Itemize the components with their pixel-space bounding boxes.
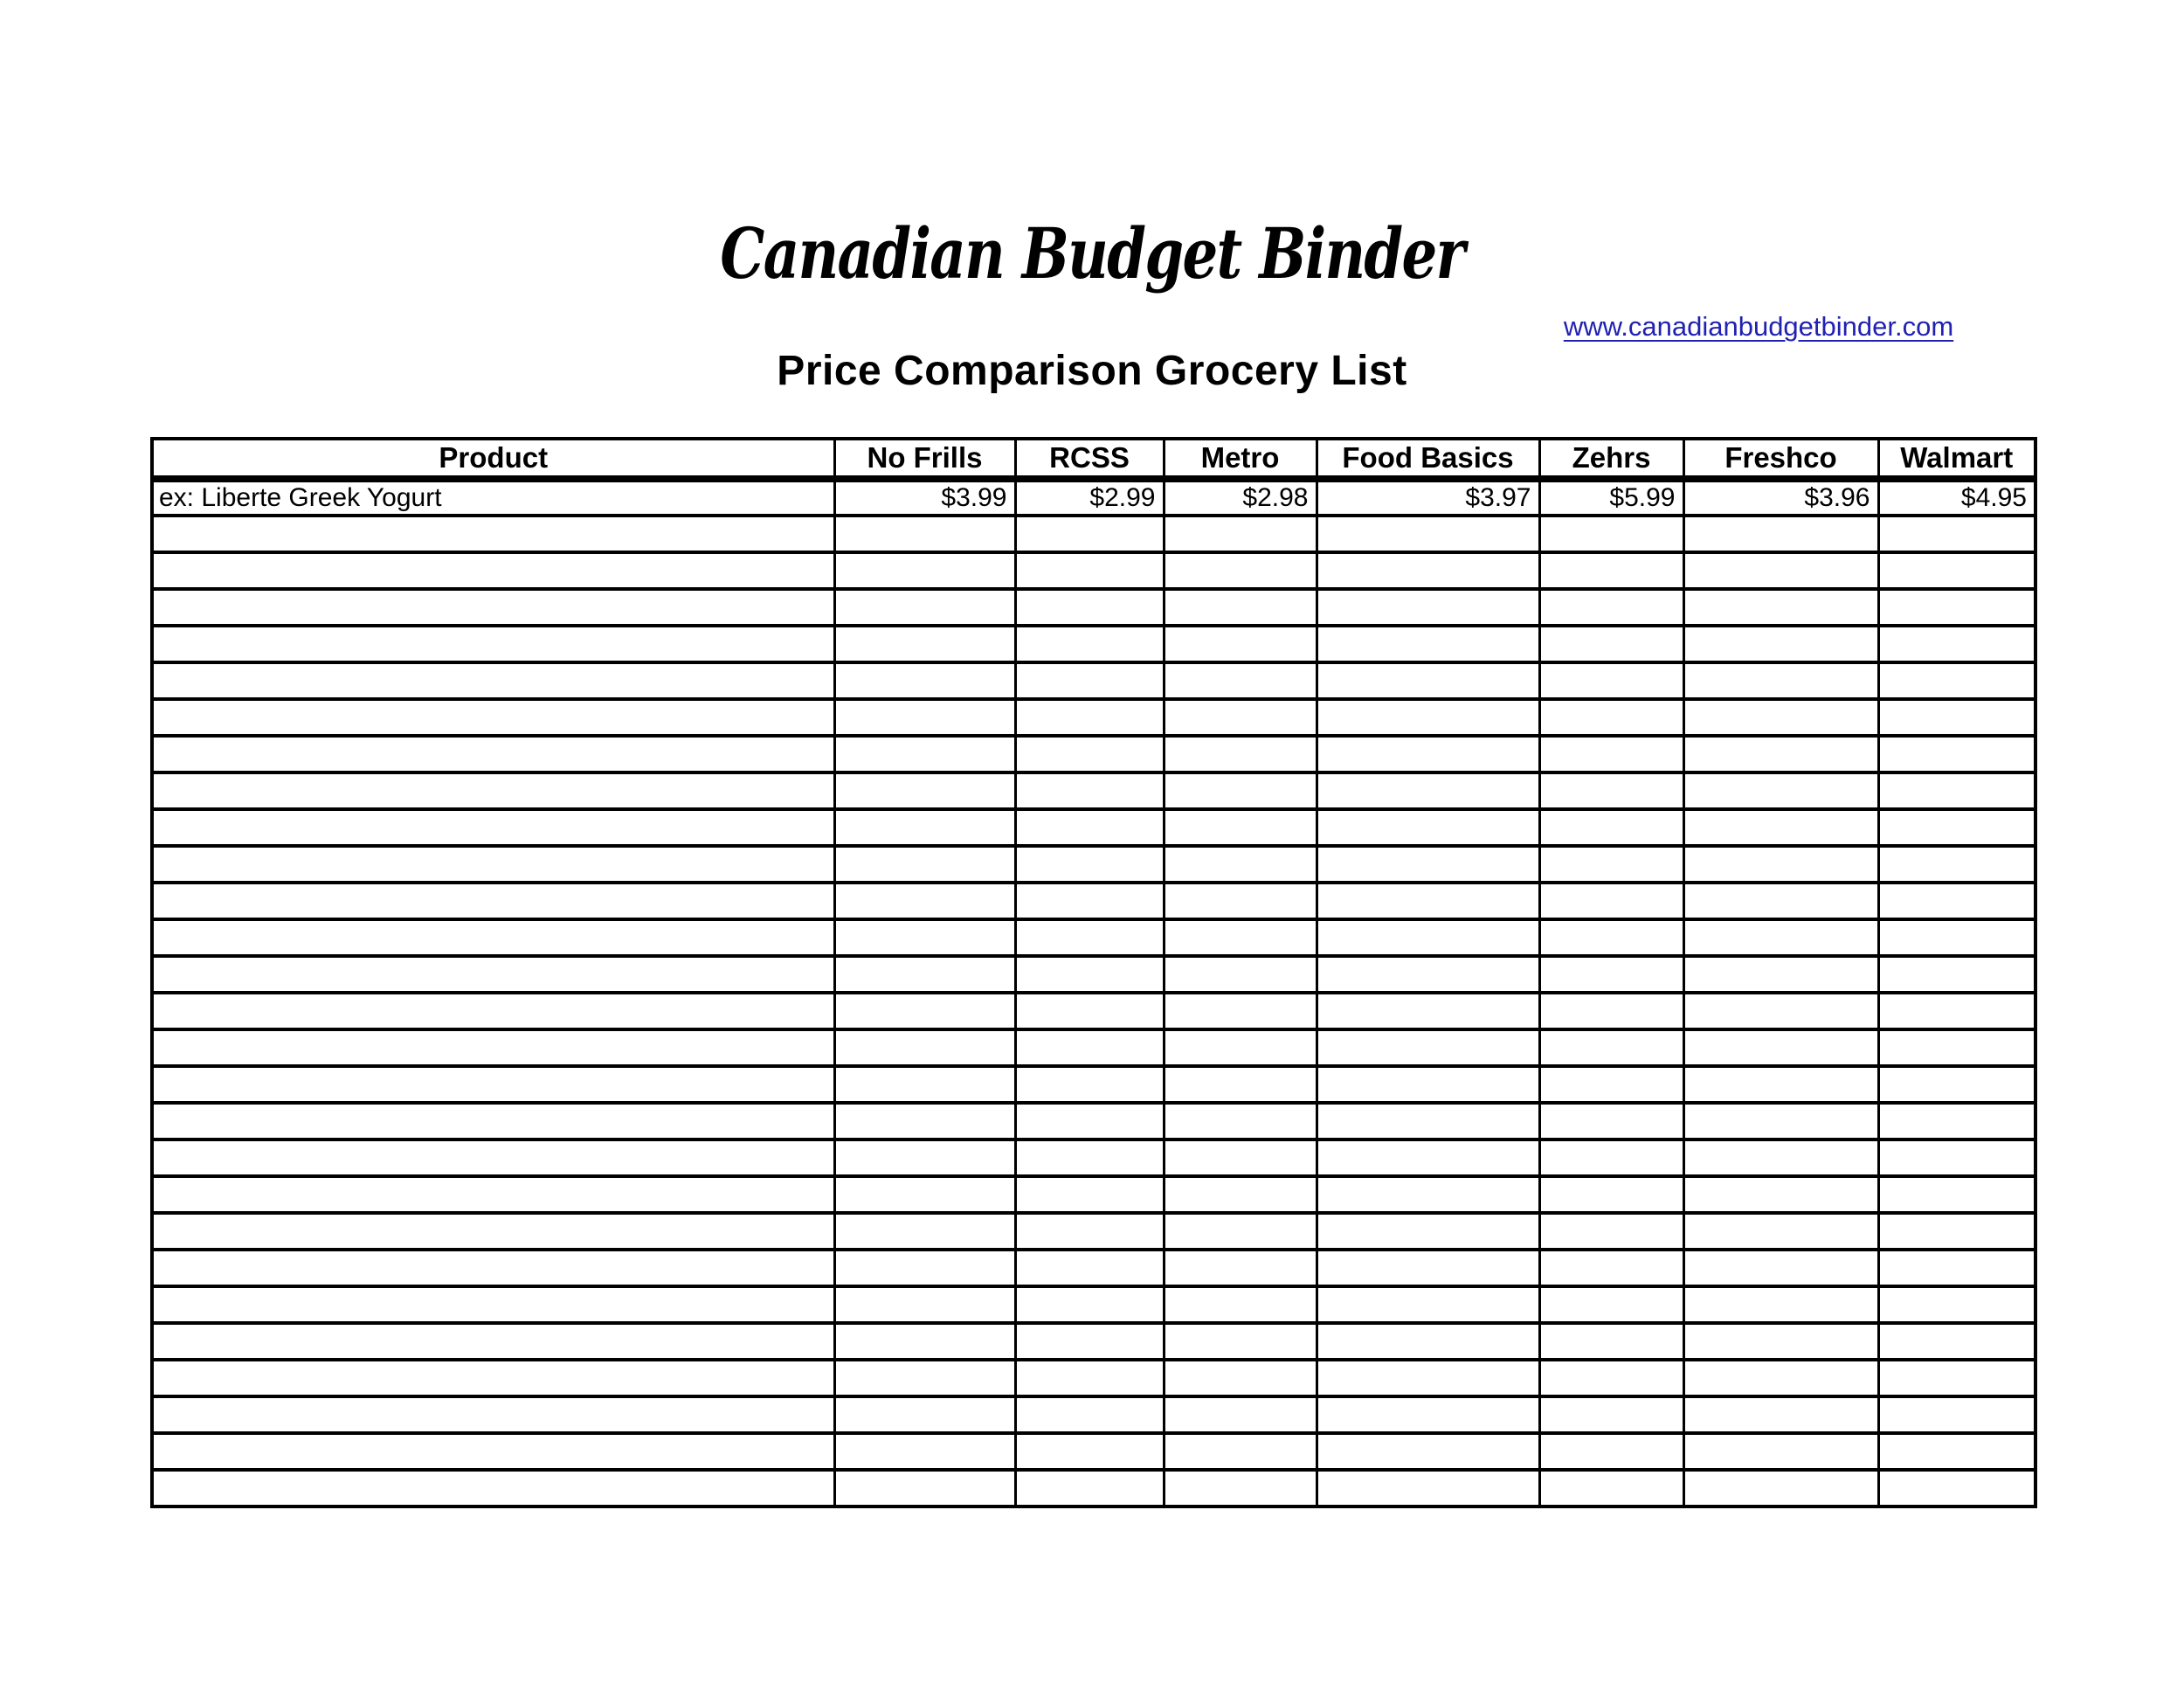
- empty-price-cell: [834, 1176, 1015, 1213]
- empty-price-cell: [1683, 809, 1878, 846]
- empty-price-cell: [1878, 736, 2035, 772]
- empty-product-cell: [152, 736, 834, 772]
- empty-price-cell: [1539, 1250, 1683, 1286]
- empty-price-cell: [1539, 993, 1683, 1029]
- empty-price-cell: [1317, 589, 1539, 626]
- empty-row: [152, 1139, 2035, 1176]
- empty-price-cell: [834, 956, 1015, 993]
- empty-price-cell: [834, 1250, 1015, 1286]
- empty-price-cell: [1317, 1323, 1539, 1360]
- empty-price-cell: [1539, 1176, 1683, 1213]
- empty-row: [152, 1250, 2035, 1286]
- empty-price-cell: [1878, 1286, 2035, 1323]
- empty-row: [152, 809, 2035, 846]
- empty-price-cell: [1878, 1213, 2035, 1250]
- empty-price-cell: [834, 699, 1015, 736]
- empty-price-cell: [1317, 772, 1539, 809]
- empty-price-cell: [834, 1323, 1015, 1360]
- empty-price-cell: [1878, 1323, 2035, 1360]
- empty-price-cell: [1878, 589, 2035, 626]
- empty-row: [152, 1176, 2035, 1213]
- empty-price-cell: [1878, 1029, 2035, 1066]
- empty-row: [152, 662, 2035, 699]
- empty-price-cell: [1317, 1066, 1539, 1103]
- empty-price-cell: [1539, 662, 1683, 699]
- empty-price-cell: [1164, 1360, 1317, 1396]
- empty-price-cell: [1015, 1323, 1164, 1360]
- empty-price-cell: [1683, 1029, 1878, 1066]
- empty-row: [152, 1029, 2035, 1066]
- empty-price-cell: [1317, 1360, 1539, 1396]
- empty-price-cell: [1317, 956, 1539, 993]
- empty-row: [152, 956, 2035, 993]
- empty-row: [152, 1470, 2035, 1507]
- column-header-product: Product: [152, 439, 834, 479]
- empty-row: [152, 1103, 2035, 1139]
- empty-price-cell: [1317, 809, 1539, 846]
- empty-price-cell: [1015, 1360, 1164, 1396]
- example-price-freshco: $3.96: [1683, 479, 1878, 516]
- empty-price-cell: [1539, 736, 1683, 772]
- empty-price-cell: [1539, 516, 1683, 552]
- empty-product-cell: [152, 552, 834, 589]
- empty-price-cell: [1164, 1139, 1317, 1176]
- empty-price-cell: [834, 1360, 1015, 1396]
- empty-price-cell: [1317, 1029, 1539, 1066]
- empty-price-cell: [1015, 1176, 1164, 1213]
- empty-price-cell: [1317, 699, 1539, 736]
- empty-product-cell: [152, 516, 834, 552]
- empty-price-cell: [1539, 1396, 1683, 1433]
- empty-row: [152, 772, 2035, 809]
- empty-price-cell: [1683, 1433, 1878, 1470]
- empty-price-cell: [1015, 1470, 1164, 1507]
- empty-price-cell: [1683, 1250, 1878, 1286]
- empty-price-cell: [1539, 1286, 1683, 1323]
- empty-price-cell: [1878, 956, 2035, 993]
- empty-price-cell: [1317, 626, 1539, 662]
- empty-price-cell: [1317, 516, 1539, 552]
- empty-price-cell: [1164, 699, 1317, 736]
- empty-price-cell: [1164, 1323, 1317, 1360]
- empty-product-cell: [152, 589, 834, 626]
- empty-price-cell: [1164, 1433, 1317, 1470]
- empty-product-cell: [152, 1213, 834, 1250]
- empty-price-cell: [1317, 1139, 1539, 1176]
- empty-row: [152, 1433, 2035, 1470]
- empty-price-cell: [1015, 1396, 1164, 1433]
- empty-price-cell: [1539, 589, 1683, 626]
- empty-product-cell: [152, 1323, 834, 1360]
- empty-row: [152, 699, 2035, 736]
- empty-price-cell: [834, 993, 1015, 1029]
- empty-price-cell: [1317, 883, 1539, 919]
- empty-price-cell: [1539, 956, 1683, 993]
- empty-price-cell: [1317, 919, 1539, 956]
- empty-product-cell: [152, 662, 834, 699]
- example-product-cell: ex: Liberte Greek Yogurt: [152, 479, 834, 516]
- example-price-no-frills: $3.99: [834, 479, 1015, 516]
- empty-row: [152, 516, 2035, 552]
- empty-price-cell: [1683, 662, 1878, 699]
- empty-price-cell: [1539, 809, 1683, 846]
- empty-price-cell: [1015, 1213, 1164, 1250]
- empty-price-cell: [834, 1139, 1015, 1176]
- empty-price-cell: [1317, 1286, 1539, 1323]
- empty-price-cell: [1015, 809, 1164, 846]
- empty-price-cell: [1317, 1433, 1539, 1470]
- empty-row: [152, 1360, 2035, 1396]
- empty-price-cell: [1683, 1139, 1878, 1176]
- empty-product-cell: [152, 772, 834, 809]
- empty-price-cell: [1539, 1470, 1683, 1507]
- empty-price-cell: [1539, 1433, 1683, 1470]
- empty-price-cell: [1317, 662, 1539, 699]
- empty-price-cell: [1539, 699, 1683, 736]
- empty-row: [152, 589, 2035, 626]
- empty-price-cell: [1015, 589, 1164, 626]
- empty-product-cell: [152, 993, 834, 1029]
- empty-price-cell: [834, 1396, 1015, 1433]
- empty-price-cell: [1164, 1029, 1317, 1066]
- empty-row: [152, 626, 2035, 662]
- empty-price-cell: [1015, 626, 1164, 662]
- empty-price-cell: [1878, 1066, 2035, 1103]
- empty-product-cell: [152, 1139, 834, 1176]
- empty-price-cell: [1683, 1286, 1878, 1323]
- brand-title: [0, 210, 2184, 297]
- empty-price-cell: [1878, 1360, 2035, 1396]
- empty-price-cell: [1164, 626, 1317, 662]
- empty-price-cell: [1683, 626, 1878, 662]
- empty-price-cell: [1164, 1286, 1317, 1323]
- empty-price-cell: [1539, 883, 1683, 919]
- example-row: [152, 479, 2035, 516]
- example-price-zehrs: $5.99: [1539, 479, 1683, 516]
- empty-price-cell: [834, 809, 1015, 846]
- empty-product-cell: [152, 1250, 834, 1286]
- empty-price-cell: [1317, 1250, 1539, 1286]
- empty-price-cell: [1683, 552, 1878, 589]
- empty-price-cell: [834, 919, 1015, 956]
- empty-price-cell: [1164, 1470, 1317, 1507]
- column-header-zehrs: Zehrs: [1539, 439, 1683, 479]
- empty-price-cell: [1683, 772, 1878, 809]
- empty-price-cell: [1317, 846, 1539, 883]
- empty-price-cell: [1015, 772, 1164, 809]
- empty-price-cell: [1164, 552, 1317, 589]
- empty-price-cell: [1164, 809, 1317, 846]
- empty-price-cell: [1539, 1066, 1683, 1103]
- empty-product-cell: [152, 1029, 834, 1066]
- column-header-walmart: Walmart: [1878, 439, 2035, 479]
- empty-price-cell: [1317, 1103, 1539, 1139]
- column-header-no-frills: No Frills: [834, 439, 1015, 479]
- empty-price-cell: [1164, 1213, 1317, 1250]
- empty-price-cell: [1539, 626, 1683, 662]
- empty-price-cell: [1878, 772, 2035, 809]
- empty-row: [152, 1396, 2035, 1433]
- empty-product-cell: [152, 1470, 834, 1507]
- empty-price-cell: [1539, 1103, 1683, 1139]
- empty-price-cell: [1317, 1470, 1539, 1507]
- empty-price-cell: [1539, 919, 1683, 956]
- empty-product-cell: [152, 956, 834, 993]
- empty-price-cell: [1683, 589, 1878, 626]
- empty-price-cell: [1878, 846, 2035, 883]
- empty-price-cell: [1164, 516, 1317, 552]
- table-body: [152, 479, 2035, 1507]
- empty-price-cell: [1015, 846, 1164, 883]
- empty-price-cell: [1878, 552, 2035, 589]
- empty-price-cell: [1878, 516, 2035, 552]
- empty-price-cell: [1164, 1250, 1317, 1286]
- empty-price-cell: [834, 1470, 1015, 1507]
- empty-price-cell: [1015, 1066, 1164, 1103]
- empty-price-cell: [1317, 993, 1539, 1029]
- empty-price-cell: [1015, 552, 1164, 589]
- brand-title-text: Canadian Budget Binder: [720, 212, 1464, 294]
- empty-price-cell: [1683, 993, 1878, 1029]
- empty-price-cell: [1015, 919, 1164, 956]
- example-price-food-basics: $3.97: [1317, 479, 1539, 516]
- empty-price-cell: [1683, 1396, 1878, 1433]
- empty-price-cell: [1683, 1103, 1878, 1139]
- empty-price-cell: [1878, 699, 2035, 736]
- empty-price-cell: [834, 626, 1015, 662]
- empty-price-cell: [1683, 699, 1878, 736]
- empty-price-cell: [1683, 736, 1878, 772]
- column-header-rcss: RCSS: [1015, 439, 1164, 479]
- empty-price-cell: [1164, 846, 1317, 883]
- empty-price-cell: [1164, 919, 1317, 956]
- empty-price-cell: [1683, 883, 1878, 919]
- table-header-row: [152, 439, 2035, 479]
- empty-price-cell: [834, 1066, 1015, 1103]
- empty-row: [152, 1323, 2035, 1360]
- empty-price-cell: [1539, 1360, 1683, 1396]
- empty-price-cell: [1878, 1176, 2035, 1213]
- empty-price-cell: [1683, 956, 1878, 993]
- empty-price-cell: [1539, 1139, 1683, 1176]
- empty-product-cell: [152, 1433, 834, 1470]
- example-price-walmart: $4.95: [1878, 479, 2035, 516]
- empty-price-cell: [1164, 589, 1317, 626]
- empty-price-cell: [1878, 809, 2035, 846]
- empty-price-cell: [834, 736, 1015, 772]
- empty-price-cell: [1015, 662, 1164, 699]
- empty-price-cell: [834, 552, 1015, 589]
- empty-price-cell: [1015, 1286, 1164, 1323]
- empty-price-cell: [1683, 1323, 1878, 1360]
- website-link[interactable]: www.canadianbudgetbinder.com: [1563, 311, 1954, 342]
- empty-price-cell: [1683, 919, 1878, 956]
- empty-price-cell: [1878, 626, 2035, 662]
- empty-price-cell: [834, 662, 1015, 699]
- empty-row: [152, 552, 2035, 589]
- empty-price-cell: [1015, 993, 1164, 1029]
- empty-product-cell: [152, 1176, 834, 1213]
- empty-price-cell: [1164, 736, 1317, 772]
- empty-product-cell: [152, 1103, 834, 1139]
- empty-price-cell: [1683, 1470, 1878, 1507]
- empty-price-cell: [1683, 1360, 1878, 1396]
- example-price-metro: $2.98: [1164, 479, 1317, 516]
- empty-price-cell: [1015, 1103, 1164, 1139]
- empty-price-cell: [1878, 1103, 2035, 1139]
- empty-price-cell: [1878, 1433, 2035, 1470]
- empty-price-cell: [1015, 736, 1164, 772]
- empty-price-cell: [834, 589, 1015, 626]
- empty-price-cell: [1164, 662, 1317, 699]
- empty-price-cell: [1164, 993, 1317, 1029]
- empty-price-cell: [1164, 1103, 1317, 1139]
- example-price-rcss: $2.99: [1015, 479, 1164, 516]
- empty-price-cell: [1317, 1396, 1539, 1433]
- empty-price-cell: [1015, 1139, 1164, 1176]
- empty-price-cell: [834, 1029, 1015, 1066]
- column-header-food-basics: Food Basics: [1317, 439, 1539, 479]
- empty-price-cell: [1015, 1029, 1164, 1066]
- empty-price-cell: [1878, 662, 2035, 699]
- empty-product-cell: [152, 1360, 834, 1396]
- empty-price-cell: [834, 883, 1015, 919]
- empty-price-cell: [1539, 1029, 1683, 1066]
- column-header-freshco: Freshco: [1683, 439, 1878, 479]
- empty-price-cell: [1878, 993, 2035, 1029]
- empty-price-cell: [1164, 883, 1317, 919]
- empty-row: [152, 736, 2035, 772]
- column-header-metro: Metro: [1164, 439, 1317, 479]
- empty-price-cell: [1539, 846, 1683, 883]
- empty-price-cell: [1539, 1213, 1683, 1250]
- empty-price-cell: [1164, 1396, 1317, 1433]
- empty-price-cell: [1539, 772, 1683, 809]
- empty-row: [152, 919, 2035, 956]
- empty-product-cell: [152, 699, 834, 736]
- empty-price-cell: [1878, 883, 2035, 919]
- empty-row: [152, 883, 2035, 919]
- empty-price-cell: [834, 846, 1015, 883]
- empty-price-cell: [1015, 1250, 1164, 1286]
- empty-price-cell: [1878, 919, 2035, 956]
- empty-price-cell: [1539, 1323, 1683, 1360]
- empty-price-cell: [1878, 1250, 2035, 1286]
- empty-price-cell: [1164, 1176, 1317, 1213]
- empty-price-cell: [1015, 883, 1164, 919]
- page-title: Price Comparison Grocery List: [777, 348, 1407, 394]
- empty-product-cell: [152, 1286, 834, 1323]
- empty-price-cell: [1015, 1433, 1164, 1470]
- empty-row: [152, 1213, 2035, 1250]
- empty-price-cell: [1878, 1396, 2035, 1433]
- price-comparison-table: [150, 437, 2037, 1508]
- empty-price-cell: [1878, 1139, 2035, 1176]
- empty-row: [152, 846, 2035, 883]
- empty-price-cell: [1015, 516, 1164, 552]
- empty-product-cell: [152, 1396, 834, 1433]
- empty-row: [152, 1066, 2035, 1103]
- empty-product-cell: [152, 883, 834, 919]
- empty-price-cell: [1539, 552, 1683, 589]
- empty-price-cell: [834, 1433, 1015, 1470]
- empty-price-cell: [1317, 552, 1539, 589]
- empty-price-cell: [1683, 1066, 1878, 1103]
- empty-price-cell: [1164, 1066, 1317, 1103]
- empty-price-cell: [834, 1286, 1015, 1323]
- empty-price-cell: [1683, 846, 1878, 883]
- empty-price-cell: [1164, 956, 1317, 993]
- empty-price-cell: [834, 772, 1015, 809]
- empty-row: [152, 993, 2035, 1029]
- empty-price-cell: [834, 1213, 1015, 1250]
- empty-product-cell: [152, 846, 834, 883]
- empty-price-cell: [1683, 516, 1878, 552]
- empty-price-cell: [1015, 699, 1164, 736]
- empty-product-cell: [152, 809, 834, 846]
- empty-price-cell: [1683, 1176, 1878, 1213]
- empty-product-cell: [152, 626, 834, 662]
- empty-price-cell: [1878, 1470, 2035, 1507]
- empty-price-cell: [1015, 956, 1164, 993]
- empty-price-cell: [1317, 1176, 1539, 1213]
- empty-price-cell: [1317, 1213, 1539, 1250]
- empty-product-cell: [152, 1066, 834, 1103]
- empty-price-cell: [1683, 1213, 1878, 1250]
- empty-price-cell: [1164, 772, 1317, 809]
- empty-product-cell: [152, 919, 834, 956]
- empty-row: [152, 1286, 2035, 1323]
- empty-price-cell: [834, 516, 1015, 552]
- empty-price-cell: [1317, 736, 1539, 772]
- empty-price-cell: [834, 1103, 1015, 1139]
